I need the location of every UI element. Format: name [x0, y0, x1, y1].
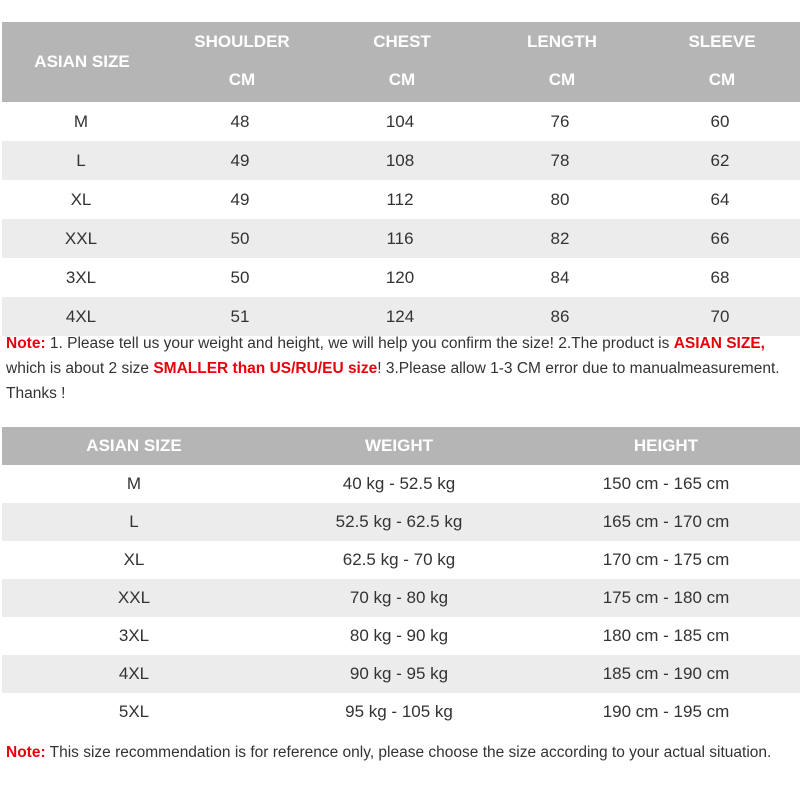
shoulder-cell: 50	[230, 267, 250, 287]
sleeve-cell: 60	[710, 111, 730, 131]
height-cell: 175 cm - 180 cm	[602, 588, 730, 607]
note-text: ! 3.Please allow 1-3 CM error due to manualmeasurement. Thanks !	[6, 360, 780, 402]
size-cell: 5XL	[118, 702, 150, 721]
size-cell: L	[129, 512, 139, 531]
sleeve-cell: 62	[710, 150, 730, 170]
header-chest-label: CHEST	[373, 32, 431, 51]
size-cell: XXL	[117, 588, 151, 607]
weight-cell: 40 kg - 52.5 kg	[342, 474, 456, 493]
header-chest	[322, 22, 482, 102]
size-cell: XL	[70, 189, 92, 209]
length-cell: 86	[550, 306, 570, 326]
size-cell: L	[76, 150, 86, 170]
weight-cell: 80 kg - 90 kg	[349, 626, 449, 645]
table-row	[2, 655, 800, 693]
header-shoulder-unit: CM	[228, 70, 256, 89]
table-row	[2, 258, 800, 297]
length-cell: 80	[550, 189, 570, 209]
size-cell: M	[73, 111, 89, 131]
table-row	[2, 180, 800, 219]
note-text: This size recommendation is for reference only, please choose the size according to your actual situation.	[45, 744, 772, 761]
weight-cell: 70 kg - 80 kg	[349, 588, 449, 607]
reference-note	[6, 740, 798, 765]
header-height: HEIGHT	[633, 436, 699, 455]
height-cell: 185 cm - 190 cm	[602, 664, 730, 683]
header-asian-size: ASIAN SIZE	[34, 52, 130, 71]
size-cell: 3XL	[118, 626, 150, 645]
height-cell: 190 cm - 195 cm	[602, 702, 730, 721]
table-row	[2, 693, 800, 731]
height-cell: 165 cm - 170 cm	[602, 512, 730, 531]
size-recommendation-table	[2, 427, 800, 731]
table-row	[2, 579, 800, 617]
sleeve-cell: 66	[710, 228, 730, 248]
note-label: Note:	[6, 335, 46, 352]
recommendation-table-header	[2, 427, 800, 465]
note-highlight-smaller: SMALLER than US/RU/EU size	[153, 360, 378, 377]
header-shoulder-label: SHOULDER	[194, 32, 290, 51]
weight-cell: 90 kg - 95 kg	[349, 664, 449, 683]
sleeve-cell: 64	[710, 189, 730, 209]
table-row	[2, 465, 800, 503]
table-row	[2, 503, 800, 541]
shoulder-cell: 50	[230, 228, 250, 248]
header-length	[482, 22, 642, 102]
header-sleeve	[642, 22, 800, 102]
header-sleeve-label: SLEEVE	[688, 32, 756, 51]
table-row	[2, 617, 800, 655]
length-cell: 76	[550, 111, 570, 131]
shoulder-cell: 49	[230, 189, 250, 209]
size-cell: XL	[123, 550, 145, 569]
header-sleeve-unit: CM	[708, 70, 736, 89]
header-chest-unit: CM	[388, 70, 416, 89]
header-shoulder	[162, 22, 322, 102]
table-row	[2, 141, 800, 180]
chest-cell: 104	[385, 111, 415, 131]
height-cell: 170 cm - 175 cm	[602, 550, 730, 569]
length-cell: 82	[550, 228, 570, 248]
chest-cell: 116	[386, 228, 414, 248]
length-cell: 84	[550, 267, 570, 287]
note-label: Note:	[6, 744, 46, 761]
chest-cell: 112	[386, 189, 414, 209]
weight-cell: 62.5 kg - 70 kg	[342, 550, 456, 569]
measurement-table-header	[2, 22, 800, 102]
header-length-label: LENGTH	[527, 32, 597, 51]
height-cell: 180 cm - 185 cm	[602, 626, 730, 645]
chest-cell: 124	[385, 306, 415, 326]
size-cell: 4XL	[118, 664, 150, 683]
header-asian-size: ASIAN SIZE	[86, 436, 182, 455]
size-cell: 3XL	[65, 267, 97, 287]
weight-cell: 95 kg - 105 kg	[345, 702, 453, 721]
note-highlight-asian-size: ASIAN SIZE,	[673, 335, 765, 352]
chest-cell: 120	[385, 267, 415, 287]
size-cell: 4XL	[65, 306, 97, 326]
length-cell: 78	[550, 150, 570, 170]
table-row	[2, 219, 800, 258]
header-length-unit: CM	[548, 70, 576, 89]
shoulder-cell: 51	[230, 306, 250, 326]
table-row	[2, 102, 800, 141]
height-cell: 150 cm - 165 cm	[602, 474, 730, 493]
sleeve-cell: 68	[710, 267, 730, 287]
size-cell: M	[126, 474, 142, 493]
size-measurement-table	[2, 22, 800, 336]
note-text: which is about 2 size	[6, 360, 154, 377]
table-row	[2, 541, 800, 579]
header-weight: WEIGHT	[365, 436, 433, 455]
sleeve-cell: 70	[710, 306, 730, 326]
shoulder-cell: 49	[230, 150, 250, 170]
asian-size-note	[6, 331, 798, 406]
size-cell: XXL	[64, 228, 98, 248]
shoulder-cell: 48	[230, 111, 250, 131]
weight-cell: 52.5 kg - 62.5 kg	[335, 512, 463, 531]
note-text: 1. Please tell us your weight and height, we will help you confirm the size! 2.The product is	[45, 335, 674, 352]
chest-cell: 108	[385, 150, 415, 170]
